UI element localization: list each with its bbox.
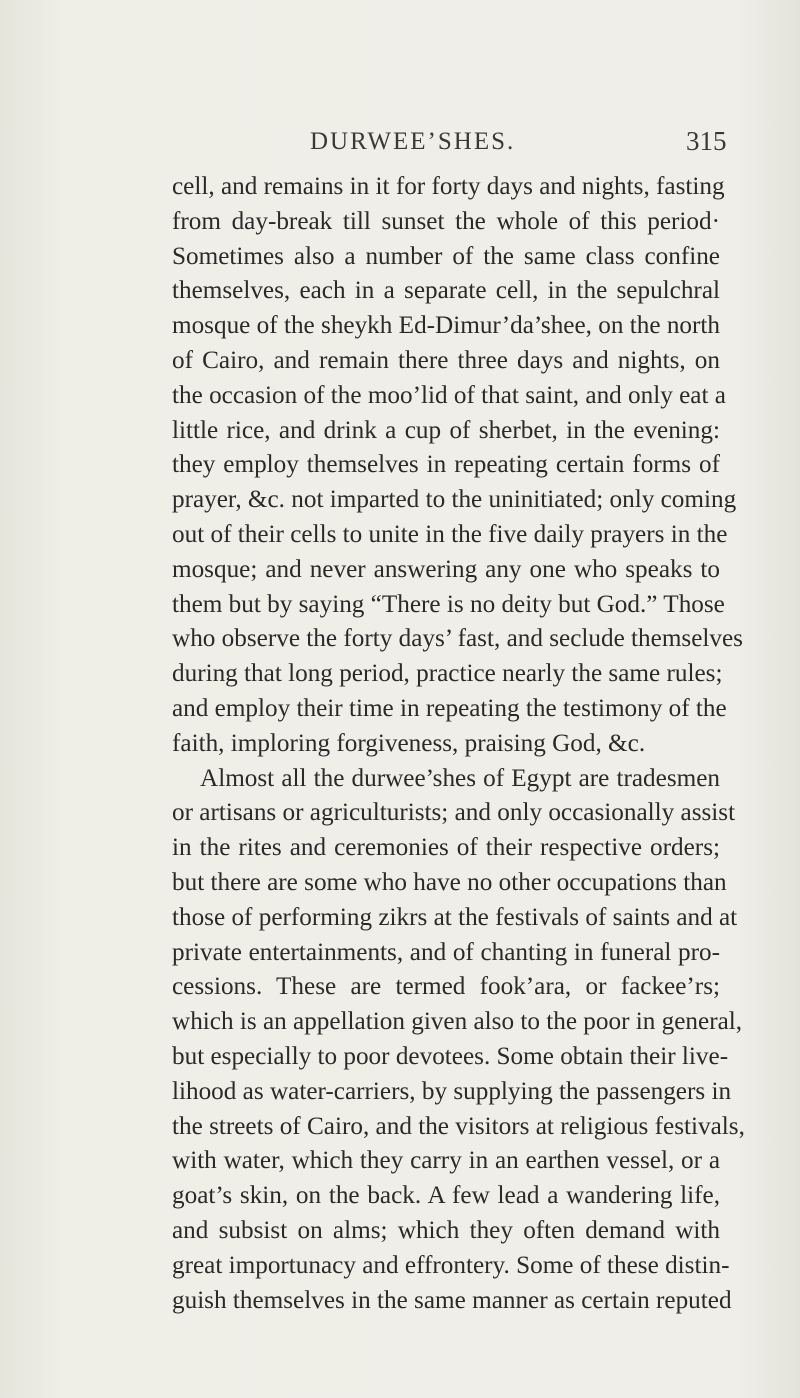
page-number: 315 [686,126,727,156]
text-line: those of performing zikrs at the festivals of saints and at [172,903,738,931]
paragraph-end-line: faith, imploring forgiveness, praising God, &c. [172,729,646,757]
paragraph-start-line: Almost all the durwee’shes of Egypt are tradesmen [200,764,720,792]
text-line: guish themselves in the same manner as certain reputed [172,1286,732,1314]
text-line: which is an appellation given also to the poor in general, [172,1008,743,1036]
text-line: great importunacy and effrontery. Some of these distin- [172,1251,730,1279]
text-line: the streets of Cairo, and the visitors at religious festivals, [172,1112,745,1140]
text-line: mosque of the sheykh Ed-Dimur’da’shee, on the north [172,312,720,340]
text-line: with water, which they carry in an earthen vessel, or a [172,1147,720,1175]
running-title: DURWEE’SHES. [310,128,516,155]
text-line: of Cairo, and remain there three days and nights, on [172,346,720,374]
running-head [0,128,800,162]
text-line: prayer, &c. not imparted to the uninitiated; only coming [172,486,737,514]
text-line: cell, and remains in it for forty days and nights, fasting [172,173,725,200]
text-line: cessions. These are termed fook’ara, or fackee’rs; [172,973,720,1001]
body-text [172,170,745,1318]
text-line: the occasion of the moo’lid of that saint, and only eat a [172,381,726,409]
text-line: who observe the forty days’ fast, and seclude themselves [172,625,743,653]
text-line: out of their cells to unite in the five daily prayers in the [172,520,728,548]
text-line: Sometimes also a number of the same class confine [172,242,720,270]
text-line: them but by saying “There is no deity but God.” Those [172,590,725,618]
text-line: and employ their time in repeating the testimony of the [172,694,727,722]
text-line: lihood as water-carriers, by supplying the passengers in [172,1077,732,1105]
text-line: from day-break till sunset the whole of this period· [172,207,720,235]
text-line: goat’s skin, on the back. A few lead a wandering life, [172,1182,720,1210]
text-line: but especially to poor devotees. Some obtain their live- [172,1042,729,1070]
text-line: during that long period, practice nearly the same rules; [172,660,723,688]
text-line: little rice, and drink a cup of sherbet, in the evening: [172,416,720,444]
text-line: or artisans or agriculturists; and only occasionally assist [172,799,736,827]
text-line: they employ themselves in repeating certain forms of [172,451,720,479]
text-line: but there are some who have no other occupations than [172,868,727,896]
text-line: private entertainments, and of chanting in funeral pro- [172,938,720,966]
text-line: in the rites and ceremonies of their respective orders; [172,834,720,862]
text-line: themselves, each in a separate cell, in the sepulchral [172,277,720,305]
text-line: and subsist on alms; which they often demand with [172,1216,720,1244]
text-line: mosque; and never answering any one who speaks to [172,555,720,583]
